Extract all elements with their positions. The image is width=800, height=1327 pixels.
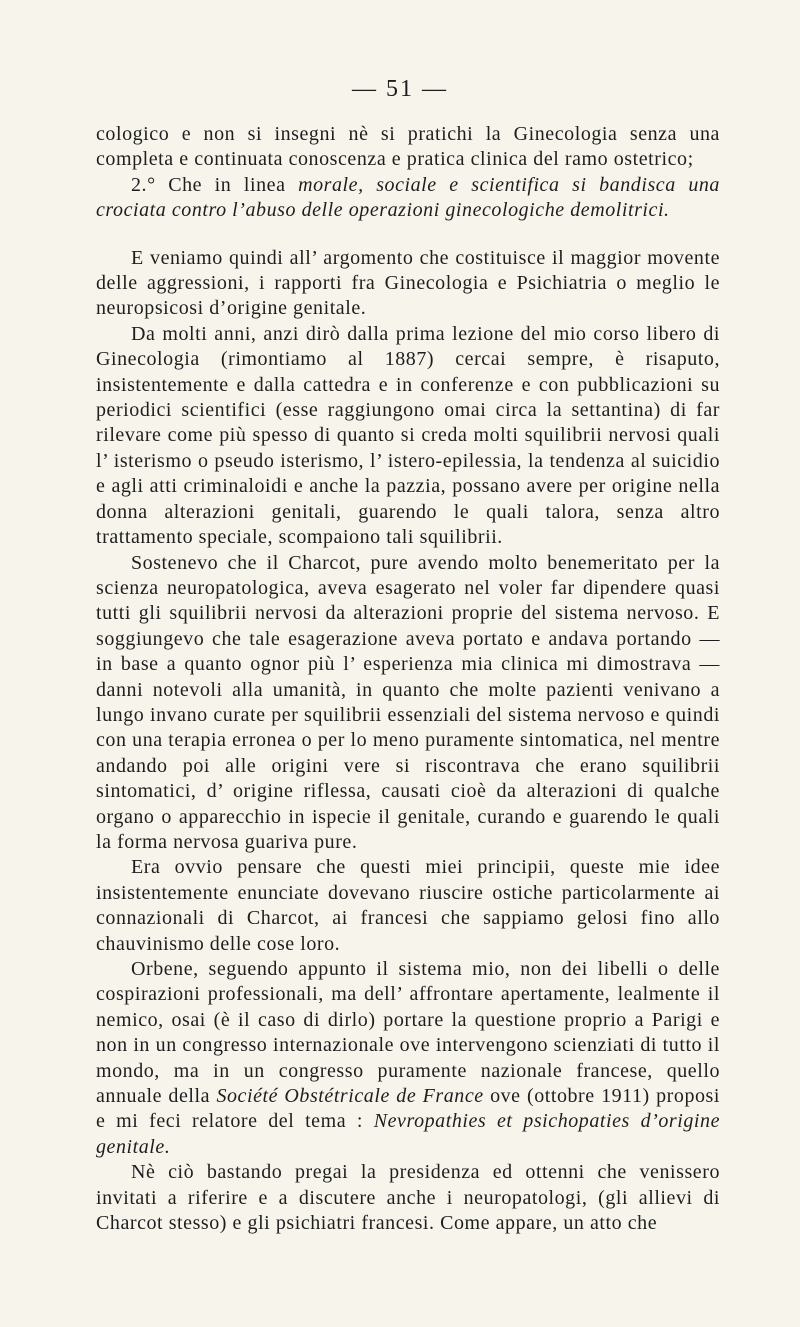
paragraph [96, 173, 720, 224]
text-run: E veniamo quindi all’ argomento che costituisce il maggior movente delle aggressioni, i rapporti fra Ginecologia e Psichiatria o meglio le neuropsicosi d’origine genitale. [96, 246, 720, 320]
italic-text: Société Obstétricale de France [216, 1085, 484, 1108]
paragraph [96, 122, 720, 173]
text-run: Sostenevo che il Charcot, pure avendo molto benemeritato per la scienza neuropatologica, aveva esagerato nel voler far dipendere quasi tutti gli squilibrii nervosi da alterazioni proprie del sistema nervoso. E soggiungevo che tale esagerazione aveva portato e andava portando — in base a quanto ognor più l’ esperienza mia clinica mi dimostrava — danni notevoli alla umanità, in quanto che molte pazienti venivano a lungo invano curate per squilibrii essenziali del sistema nervoso e quindi con una terapia erronea o per lo meno puramente sintomatica, nel mentre andando poi alle origini vere si riscontrava che erano squilibrii sintomatici, d’ origine riflessa, causati cioè da alterazioni di qualche organo o apparecchio in ispecie il genitale, curando e guarendo le quali la forma nervosa guariva pure. [96, 551, 720, 853]
text-run: Orbene, seguendo appunto il sistema mio, non dei libelli o delle cospirazioni professionali, ma dell’ affrontare apertamente, lealmente il nemico, osai (è il caso di dirlo) portare la questione proprio a Parigi e non in un congresso internazionale ove intervengono scienziati di tutto il mondo, ma in un congresso puramente nazionale francese, quello annuale della [96, 958, 720, 1108]
text-run: cologico e non si insegni nè si pratichi la Ginecologia senza una completa e continuata conoscenza e pratica clinica del ramo ostetrico; [96, 123, 720, 171]
paragraph [96, 246, 720, 322]
paragraph [96, 855, 720, 957]
italic-text: Nevropathies et psichopaties d’origine genitale. [96, 1110, 720, 1158]
text-run: Era ovvio pensare che questi miei principii, queste mie idee insistentemente enunciate dovevano riuscire ostiche particolarmente ai connazionali di Charcot, ai francesi che sappiamo gelosi fino allo chauvinismo delle cose loro. [96, 856, 720, 955]
italic-text: morale, sociale e scientifica si bandisca una crociata contro l’abuso delle operazioni ginecologiche demolitrici. [96, 173, 720, 222]
paragraph [96, 957, 720, 1160]
paragraph [96, 322, 720, 551]
page-number: — 51 — [352, 76, 448, 102]
paragraph [96, 551, 720, 856]
body-text [96, 122, 720, 1236]
text-run: ove (ottobre 1911) proposi e mi feci relatore del tema : [96, 1085, 720, 1133]
text-run: Nè ciò bastando pregai la presidenza ed ottenni che venissero invitati a riferire e a discutere anche i neuropatologi, (gli allievi di Charcot stesso) e gli psichiatri francesi. Come appare, un atto che [96, 1161, 720, 1235]
text-run: Da molti anni, anzi dirò dalla prima lezione del mio corso libero di Ginecologia (rimontiamo al 1887) cercai sempre, è risaputo, insistentemente e dalla cattedra e in conferenze e con pubblicazioni su periodici scientifici (esse raggiungono omai circa la settantina) di far rilevare come più spesso di quanto si creda molti squilibrii nervosi quali l’ isterismo o pseudo isterismo, l’ istero-epilessia, la tendenza al suicidio e agli atti criminaloidi e anche la pazzia, possano avere per origine nella donna alterazioni genitali, guarendo le quali talora, senza altro trattamento speciale, scompaiono tali squilibrii. [96, 322, 720, 549]
paragraph [96, 1160, 720, 1236]
text-run: 2.° Che in linea [131, 173, 299, 196]
